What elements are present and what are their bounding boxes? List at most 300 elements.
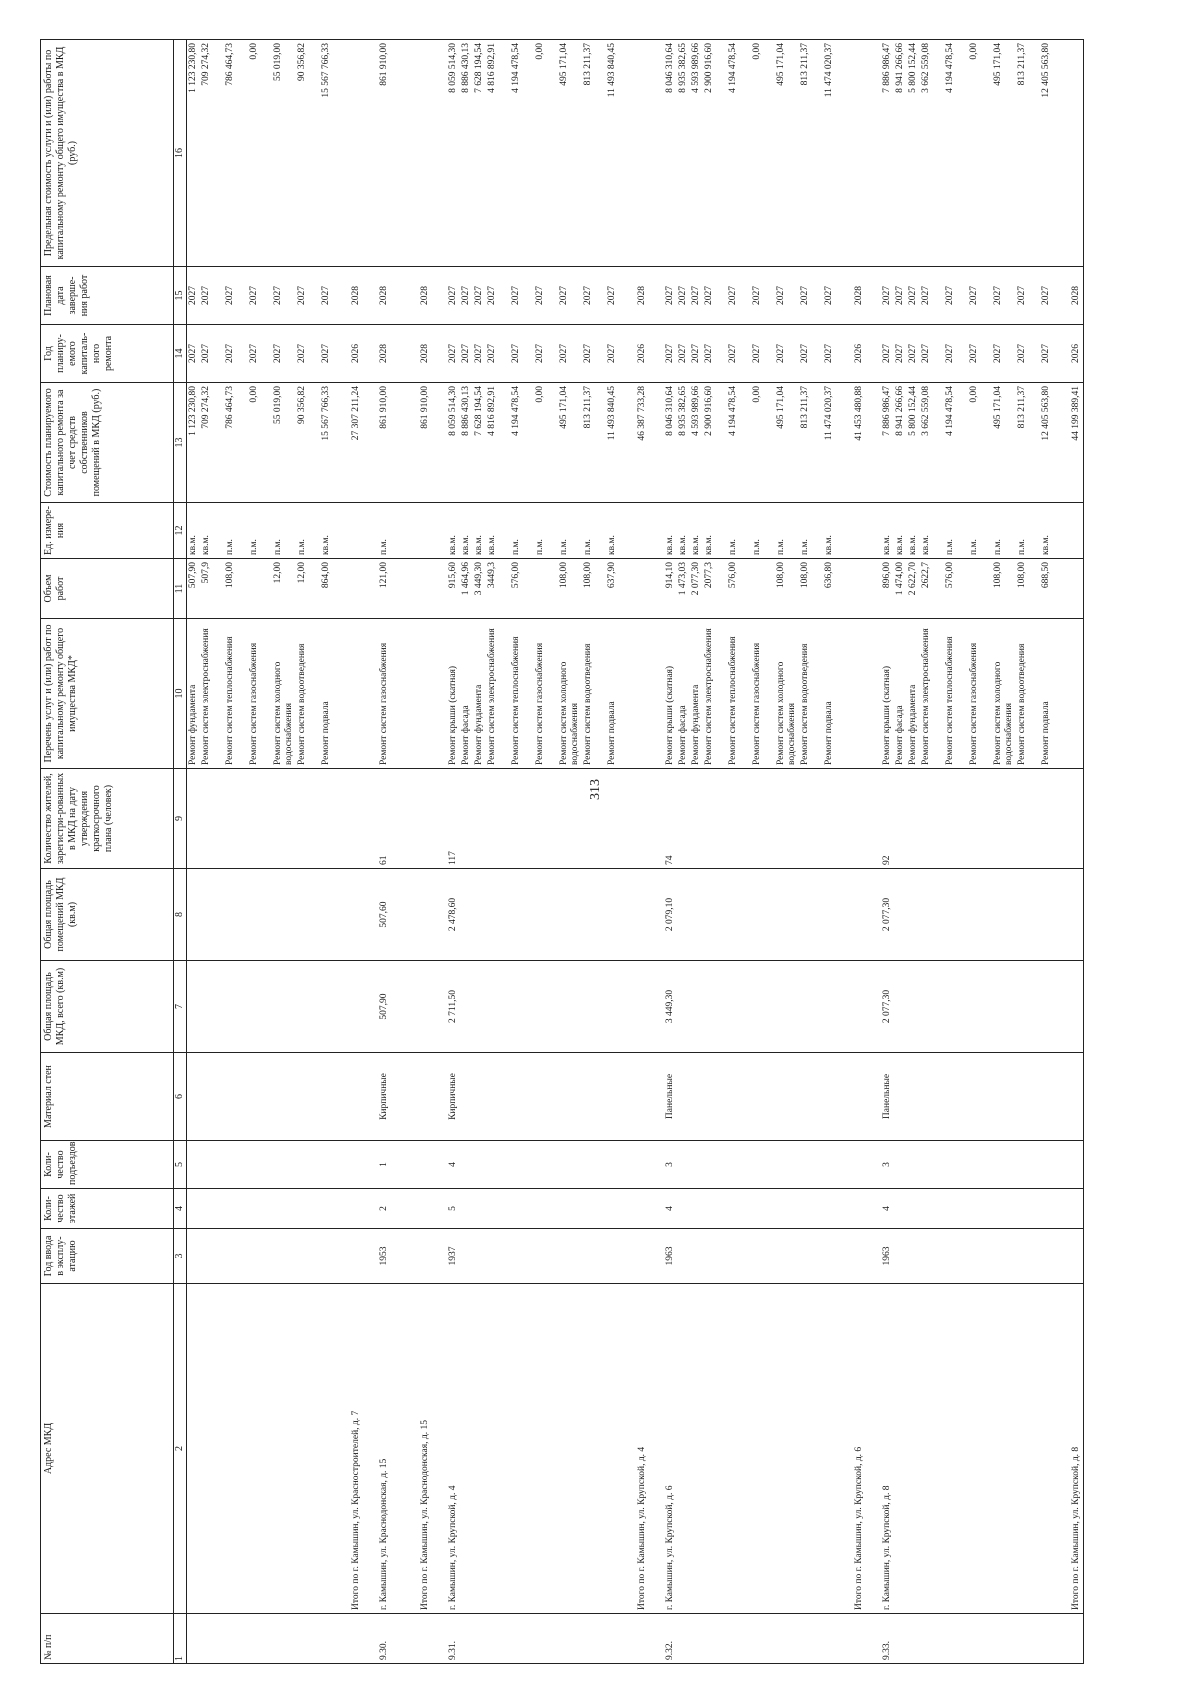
- address-text: Итого по г. Камышин, ул. Крупской, д. 6: [854, 1446, 864, 1610]
- address-cell: [363, 1284, 402, 1614]
- completion-date-text: 2027: [249, 286, 259, 305]
- repair-year-cell: [1053, 325, 1084, 383]
- premises-area-cell: [272, 869, 296, 961]
- item-number-cell: [649, 1614, 677, 1664]
- entrances-cell: [534, 1141, 558, 1189]
- premises-area-text: [969, 872, 980, 957]
- wall-material-text: [895, 1056, 906, 1137]
- entrances-cell: [619, 1141, 649, 1189]
- residents-text: [559, 772, 570, 865]
- unit-cell: [823, 503, 836, 559]
- address-text: [691, 1287, 702, 1610]
- capital-repair-table: [40, 39, 1084, 1664]
- work-type-cell: [649, 619, 677, 769]
- unit-cell: [486, 503, 510, 559]
- item-number-text: [945, 1617, 956, 1660]
- completion-date-cell: [558, 267, 582, 325]
- work-type-cell: [1040, 619, 1053, 769]
- entrances-cell: [968, 1141, 992, 1189]
- wall-material-text: Кирпичные: [379, 1073, 389, 1120]
- work-volume-cell: [799, 559, 823, 619]
- entrances-cell: [836, 1141, 866, 1189]
- completion-date-cell: [690, 267, 703, 325]
- entrances-text: [854, 1144, 865, 1185]
- total-area-cell: [907, 961, 920, 1053]
- entrances-cell: [677, 1141, 690, 1189]
- floors-text: [461, 1192, 472, 1225]
- work-type-cell: [751, 619, 775, 769]
- unit-text: кв.м.: [201, 535, 211, 555]
- year-built-cell: [1053, 1229, 1084, 1284]
- cost-cell: [690, 383, 703, 503]
- completion-date-cell: [296, 267, 320, 325]
- premises-area-text: [993, 872, 1004, 957]
- floors-cell: [823, 1189, 836, 1229]
- repair-year-text: 2027: [448, 344, 458, 363]
- premises-area-cell: [1016, 869, 1040, 961]
- cost-text: 0,00: [249, 386, 259, 403]
- repair-year-cell: [866, 325, 894, 383]
- total-area-cell: [606, 961, 619, 1053]
- year-built-cell: [677, 1229, 690, 1284]
- header-cell: Общая площадь МКД, всего (кв.м): [41, 961, 174, 1053]
- limit-cost-text: 8 886 430,13: [461, 43, 471, 93]
- total-area-cell: [460, 961, 473, 1053]
- floors-text: [752, 1192, 763, 1225]
- work-type-text: Ремонт подвала: [321, 701, 331, 765]
- cost-cell: [534, 383, 558, 503]
- total-area-text: [188, 964, 199, 1049]
- repair-year-text: 2027: [776, 344, 786, 363]
- residents-cell: [920, 769, 944, 869]
- entrances-text: [461, 1144, 472, 1185]
- year-built-cell: [751, 1229, 775, 1284]
- total-area-text: [351, 964, 362, 1049]
- residents-cell: [582, 769, 606, 869]
- work-volume-text: [969, 562, 980, 615]
- work-type-cell: [992, 619, 1016, 769]
- address-text: г. Камышин, ул. Краснодонская, д. 15: [379, 1458, 389, 1610]
- unit-cell: [473, 503, 486, 559]
- work-type-cell: [248, 619, 272, 769]
- entrances-cell: [727, 1141, 751, 1189]
- work-type-text: Ремонт систем электроснабжения: [921, 628, 931, 765]
- repair-year-text: 2026: [351, 344, 361, 363]
- entrances-cell: [823, 1141, 836, 1189]
- wall-material-text: [188, 1056, 199, 1137]
- cost-text: 0,00: [535, 386, 545, 403]
- premises-area-text: [1071, 872, 1082, 957]
- residents-cell: [510, 769, 534, 869]
- residents-text: [691, 772, 702, 865]
- total-area-text: [1071, 964, 1082, 1049]
- total-area-text: [800, 964, 811, 1049]
- cost-text: 8 935 382,65: [678, 386, 688, 436]
- floors-text: [824, 1192, 835, 1225]
- unit-text: кв.м.: [487, 535, 497, 555]
- work-volume-cell: [649, 559, 677, 619]
- wall-material-cell: [775, 1053, 799, 1141]
- premises-area-cell: [486, 869, 510, 961]
- house-row: [866, 40, 894, 1664]
- total-area-cell: [992, 961, 1016, 1053]
- cost-text: 5 800 152,44: [908, 386, 918, 436]
- work-type-cell: [333, 619, 363, 769]
- item-number-text: [273, 1617, 284, 1660]
- limit-cost-text: [351, 43, 362, 263]
- address-text: [321, 1287, 332, 1610]
- floors-text: [637, 1192, 648, 1225]
- premises-area-text: [800, 872, 811, 957]
- repair-year-cell: [432, 325, 460, 383]
- unit-cell: [363, 503, 402, 559]
- completion-date-text: 2027: [511, 286, 521, 305]
- work-volume-text: [854, 562, 865, 615]
- repair-year-cell: [677, 325, 690, 383]
- address-text: [273, 1287, 284, 1610]
- year-built-text: 1953: [379, 1246, 389, 1266]
- rotated-sheet: [40, 40, 1160, 1664]
- premises-area-text: [1041, 872, 1052, 957]
- entrances-text: 3: [665, 1162, 675, 1167]
- wall-material-text: [945, 1056, 956, 1137]
- work-type-cell: [606, 619, 619, 769]
- work-row: [907, 40, 920, 1664]
- total-area-text: [728, 964, 739, 1049]
- completion-date-text: 2028: [854, 286, 864, 305]
- total-area-text: 2 711,50: [448, 990, 458, 1023]
- year-built-cell: [558, 1229, 582, 1284]
- unit-text: п.м.: [225, 539, 235, 555]
- item-number-text: [487, 1617, 498, 1660]
- item-number-text: 9.31.: [448, 1641, 458, 1660]
- work-volume-text: [637, 562, 648, 615]
- item-number-text: [297, 1617, 308, 1660]
- premises-area-cell: [619, 869, 649, 961]
- floors-text: [1041, 1192, 1052, 1225]
- repair-year-cell: [486, 325, 510, 383]
- entrances-cell: [1016, 1141, 1040, 1189]
- residents-text: [1017, 772, 1028, 865]
- item-number-text: [969, 1617, 980, 1660]
- premises-area-text: [559, 872, 570, 957]
- limit-cost-text: 0,00: [249, 43, 259, 60]
- unit-text: кв.м.: [678, 535, 688, 555]
- item-number-cell: [333, 1614, 363, 1664]
- cost-cell: [992, 383, 1016, 503]
- total-area-text: [559, 964, 570, 1049]
- entrances-text: [678, 1144, 689, 1185]
- cost-cell: [944, 383, 968, 503]
- unit-cell: [460, 503, 473, 559]
- premises-area-cell: [690, 869, 703, 961]
- unit-text: п.м.: [776, 539, 786, 555]
- floors-cell: [473, 1189, 486, 1229]
- premises-area-text: [321, 872, 332, 957]
- address-text: [1017, 1287, 1028, 1610]
- premises-area-text: [637, 872, 648, 957]
- year-built-cell: [272, 1229, 296, 1284]
- completion-date-text: 2028: [351, 286, 361, 305]
- premises-area-cell: [558, 869, 582, 961]
- residents-cell: [836, 769, 866, 869]
- limit-cost-cell: [677, 40, 690, 267]
- work-type-cell: [534, 619, 558, 769]
- work-volume-text: 108,00: [559, 562, 569, 589]
- unit-text: кв.м.: [665, 535, 675, 555]
- total-row: [619, 40, 649, 1664]
- unit-cell: [775, 503, 799, 559]
- year-built-text: [752, 1232, 763, 1280]
- item-number-text: [1071, 1617, 1082, 1660]
- year-built-cell: [907, 1229, 920, 1284]
- work-volume-cell: [944, 559, 968, 619]
- repair-year-text: 2027: [895, 344, 905, 363]
- premises-area-text: [824, 872, 835, 957]
- limit-cost-text: 90 356,82: [297, 43, 307, 81]
- entrances-cell: [907, 1141, 920, 1189]
- header-cell: Коли-чество этажей: [41, 1189, 174, 1229]
- year-built-text: 1937: [448, 1246, 458, 1266]
- repair-year-cell: [920, 325, 944, 383]
- year-built-cell: [992, 1229, 1016, 1284]
- wall-material-text: [854, 1056, 865, 1137]
- floors-cell: [1053, 1189, 1084, 1229]
- floors-cell: [486, 1189, 510, 1229]
- address-text: г. Камышин, ул. Крупской, д. 6: [665, 1485, 675, 1610]
- completion-date-text: 2027: [201, 286, 211, 305]
- cost-text: 8 941 266,66: [895, 386, 905, 436]
- floors-cell: [968, 1189, 992, 1229]
- completion-date-text: 2027: [321, 286, 331, 305]
- work-volume-cell: [510, 559, 534, 619]
- repair-year-cell: [690, 325, 703, 383]
- unit-cell: [248, 503, 272, 559]
- unit-cell: [558, 503, 582, 559]
- limit-cost-text: 4 194 478,54: [728, 43, 738, 93]
- cost-cell: [272, 383, 296, 503]
- total-area-cell: [677, 961, 690, 1053]
- work-volume-cell: [402, 559, 432, 619]
- total-area-cell: [1053, 961, 1084, 1053]
- premises-area-cell: [320, 869, 333, 961]
- house-row: [432, 40, 460, 1664]
- limit-cost-cell: [187, 40, 201, 267]
- cost-cell: [363, 383, 402, 503]
- wall-material-cell: [751, 1053, 775, 1141]
- unit-text: кв.м.: [607, 535, 617, 555]
- work-volume-cell: [619, 559, 649, 619]
- item-number-cell: [703, 1614, 727, 1664]
- total-area-cell: [333, 961, 363, 1053]
- limit-cost-text: [854, 43, 865, 263]
- item-number-text: [511, 1617, 522, 1660]
- item-number-cell: [727, 1614, 751, 1664]
- repair-year-cell: [534, 325, 558, 383]
- year-built-text: [1017, 1232, 1028, 1280]
- total-row: [402, 40, 432, 1664]
- premises-area-text: [728, 872, 739, 957]
- premises-area-text: [487, 872, 498, 957]
- completion-date-text: 2027: [945, 286, 955, 305]
- header-cell: Год планиру-емого капиталь-ного ремонта: [41, 325, 174, 383]
- residents-text: [993, 772, 1004, 865]
- address-text: [824, 1287, 835, 1610]
- wall-material-cell: [272, 1053, 296, 1141]
- total-area-text: [420, 964, 431, 1049]
- limit-cost-text: 3 662 559,08: [921, 43, 931, 93]
- floors-text: [351, 1192, 362, 1225]
- cost-text: 813 211,37: [1017, 386, 1027, 429]
- completion-date-text: 2027: [704, 286, 714, 305]
- completion-date-text: 2027: [1041, 286, 1051, 305]
- residents-cell: [460, 769, 473, 869]
- wall-material-text: [1041, 1056, 1052, 1137]
- item-number-cell: [920, 1614, 944, 1664]
- limit-cost-cell: [1016, 40, 1040, 267]
- premises-area-cell: [402, 869, 432, 961]
- cost-text: 8 886 430,13: [461, 386, 471, 436]
- address-text: [752, 1287, 763, 1610]
- item-number-text: [728, 1617, 739, 1660]
- premises-area-cell: [248, 869, 272, 961]
- total-area-cell: [775, 961, 799, 1053]
- work-type-text: Ремонт систем газоснабжения: [249, 642, 259, 765]
- wall-material-text: [752, 1056, 763, 1137]
- address-cell: [272, 1284, 296, 1614]
- unit-text: кв.м.: [474, 535, 484, 555]
- cost-text: 4 194 478,54: [945, 386, 955, 436]
- total-area-cell: [690, 961, 703, 1053]
- address-cell: [187, 1284, 201, 1614]
- work-volume-cell: [582, 559, 606, 619]
- work-volume-text: 576,00: [511, 562, 521, 589]
- wall-material-text: [921, 1056, 932, 1137]
- total-area-text: [249, 964, 260, 1049]
- floors-cell: [296, 1189, 320, 1229]
- limit-cost-cell: [248, 40, 272, 267]
- work-volume-text: [249, 562, 260, 615]
- unit-cell: [402, 503, 432, 559]
- repair-year-text: 2026: [637, 344, 647, 363]
- item-number-cell: [907, 1614, 920, 1664]
- limit-cost-cell: [1040, 40, 1053, 267]
- cost-text: 861 910,00: [420, 386, 430, 429]
- completion-date-cell: [677, 267, 690, 325]
- total-area-text: [678, 964, 689, 1049]
- unit-cell: [968, 503, 992, 559]
- item-number-cell: [775, 1614, 799, 1664]
- work-row: [248, 40, 272, 1664]
- total-area-cell: [799, 961, 823, 1053]
- address-cell: [775, 1284, 799, 1614]
- residents-text: [776, 772, 787, 865]
- completion-date-cell: [751, 267, 775, 325]
- total-area-text: [487, 964, 498, 1049]
- entrances-text: [583, 1144, 594, 1185]
- total-area-text: [704, 964, 715, 1049]
- item-number-text: [678, 1617, 689, 1660]
- unit-cell: [907, 503, 920, 559]
- wall-material-text: [201, 1056, 212, 1137]
- year-built-text: [583, 1232, 594, 1280]
- premises-area-cell: [775, 869, 799, 961]
- residents-text: [637, 772, 648, 865]
- floors-text: [201, 1192, 212, 1225]
- unit-text: кв.м.: [1041, 535, 1051, 555]
- premises-area-text: [474, 872, 485, 957]
- unit-cell: [1040, 503, 1053, 559]
- unit-text: [1071, 506, 1082, 555]
- premises-area-text: [607, 872, 618, 957]
- unit-cell: [619, 503, 649, 559]
- year-built-text: [487, 1232, 498, 1280]
- premises-area-text: [752, 872, 763, 957]
- entrances-cell: [690, 1141, 703, 1189]
- address-cell: [992, 1284, 1016, 1614]
- unit-text: п.м.: [379, 539, 389, 555]
- premises-area-cell: [992, 869, 1016, 961]
- work-volume-text: 688,50: [1041, 562, 1051, 589]
- address-text: [249, 1287, 260, 1610]
- cost-text: 7 628 194,54: [474, 386, 484, 436]
- residents-text: [945, 772, 956, 865]
- work-type-text: Ремонт фасада: [461, 705, 471, 765]
- repair-year-text: 2027: [800, 344, 810, 363]
- column-number: 10: [174, 619, 187, 769]
- total-area-text: [201, 964, 212, 1049]
- limit-cost-cell: [907, 40, 920, 267]
- repair-year-text: 2026: [1071, 344, 1081, 363]
- entrances-cell: [992, 1141, 1016, 1189]
- year-built-text: [188, 1232, 199, 1280]
- work-volume-cell: [473, 559, 486, 619]
- year-built-text: [637, 1232, 648, 1280]
- floors-cell: [866, 1189, 894, 1229]
- address-text: [921, 1287, 932, 1610]
- total-area-text: [225, 964, 236, 1049]
- floors-cell: [1040, 1189, 1053, 1229]
- floors-cell: [363, 1189, 402, 1229]
- year-built-text: [1071, 1232, 1082, 1280]
- residents-text: 61: [379, 855, 389, 865]
- total-area-cell: [968, 961, 992, 1053]
- floors-cell: [944, 1189, 968, 1229]
- residents-text: [1071, 772, 1082, 865]
- item-number-text: [908, 1617, 919, 1660]
- item-number-text: [637, 1617, 648, 1660]
- year-built-text: [535, 1232, 546, 1280]
- repair-year-text: 2027: [474, 344, 484, 363]
- entrances-cell: [775, 1141, 799, 1189]
- wall-material-cell: [823, 1053, 836, 1141]
- year-built-cell: [402, 1229, 432, 1284]
- floors-cell: [248, 1189, 272, 1229]
- repair-year-text: 2027: [752, 344, 762, 363]
- limit-cost-cell: [320, 40, 333, 267]
- completion-date-cell: [402, 267, 432, 325]
- work-row: [703, 40, 727, 1664]
- work-row: [272, 40, 296, 1664]
- repair-year-cell: [363, 325, 402, 383]
- limit-cost-cell: [432, 40, 460, 267]
- address-cell: [296, 1284, 320, 1614]
- year-built-text: [225, 1232, 236, 1280]
- address-cell: [224, 1284, 248, 1614]
- repair-year-text: 2027: [559, 344, 569, 363]
- completion-date-text: 2028: [379, 286, 389, 305]
- column-number: 3: [174, 1229, 187, 1284]
